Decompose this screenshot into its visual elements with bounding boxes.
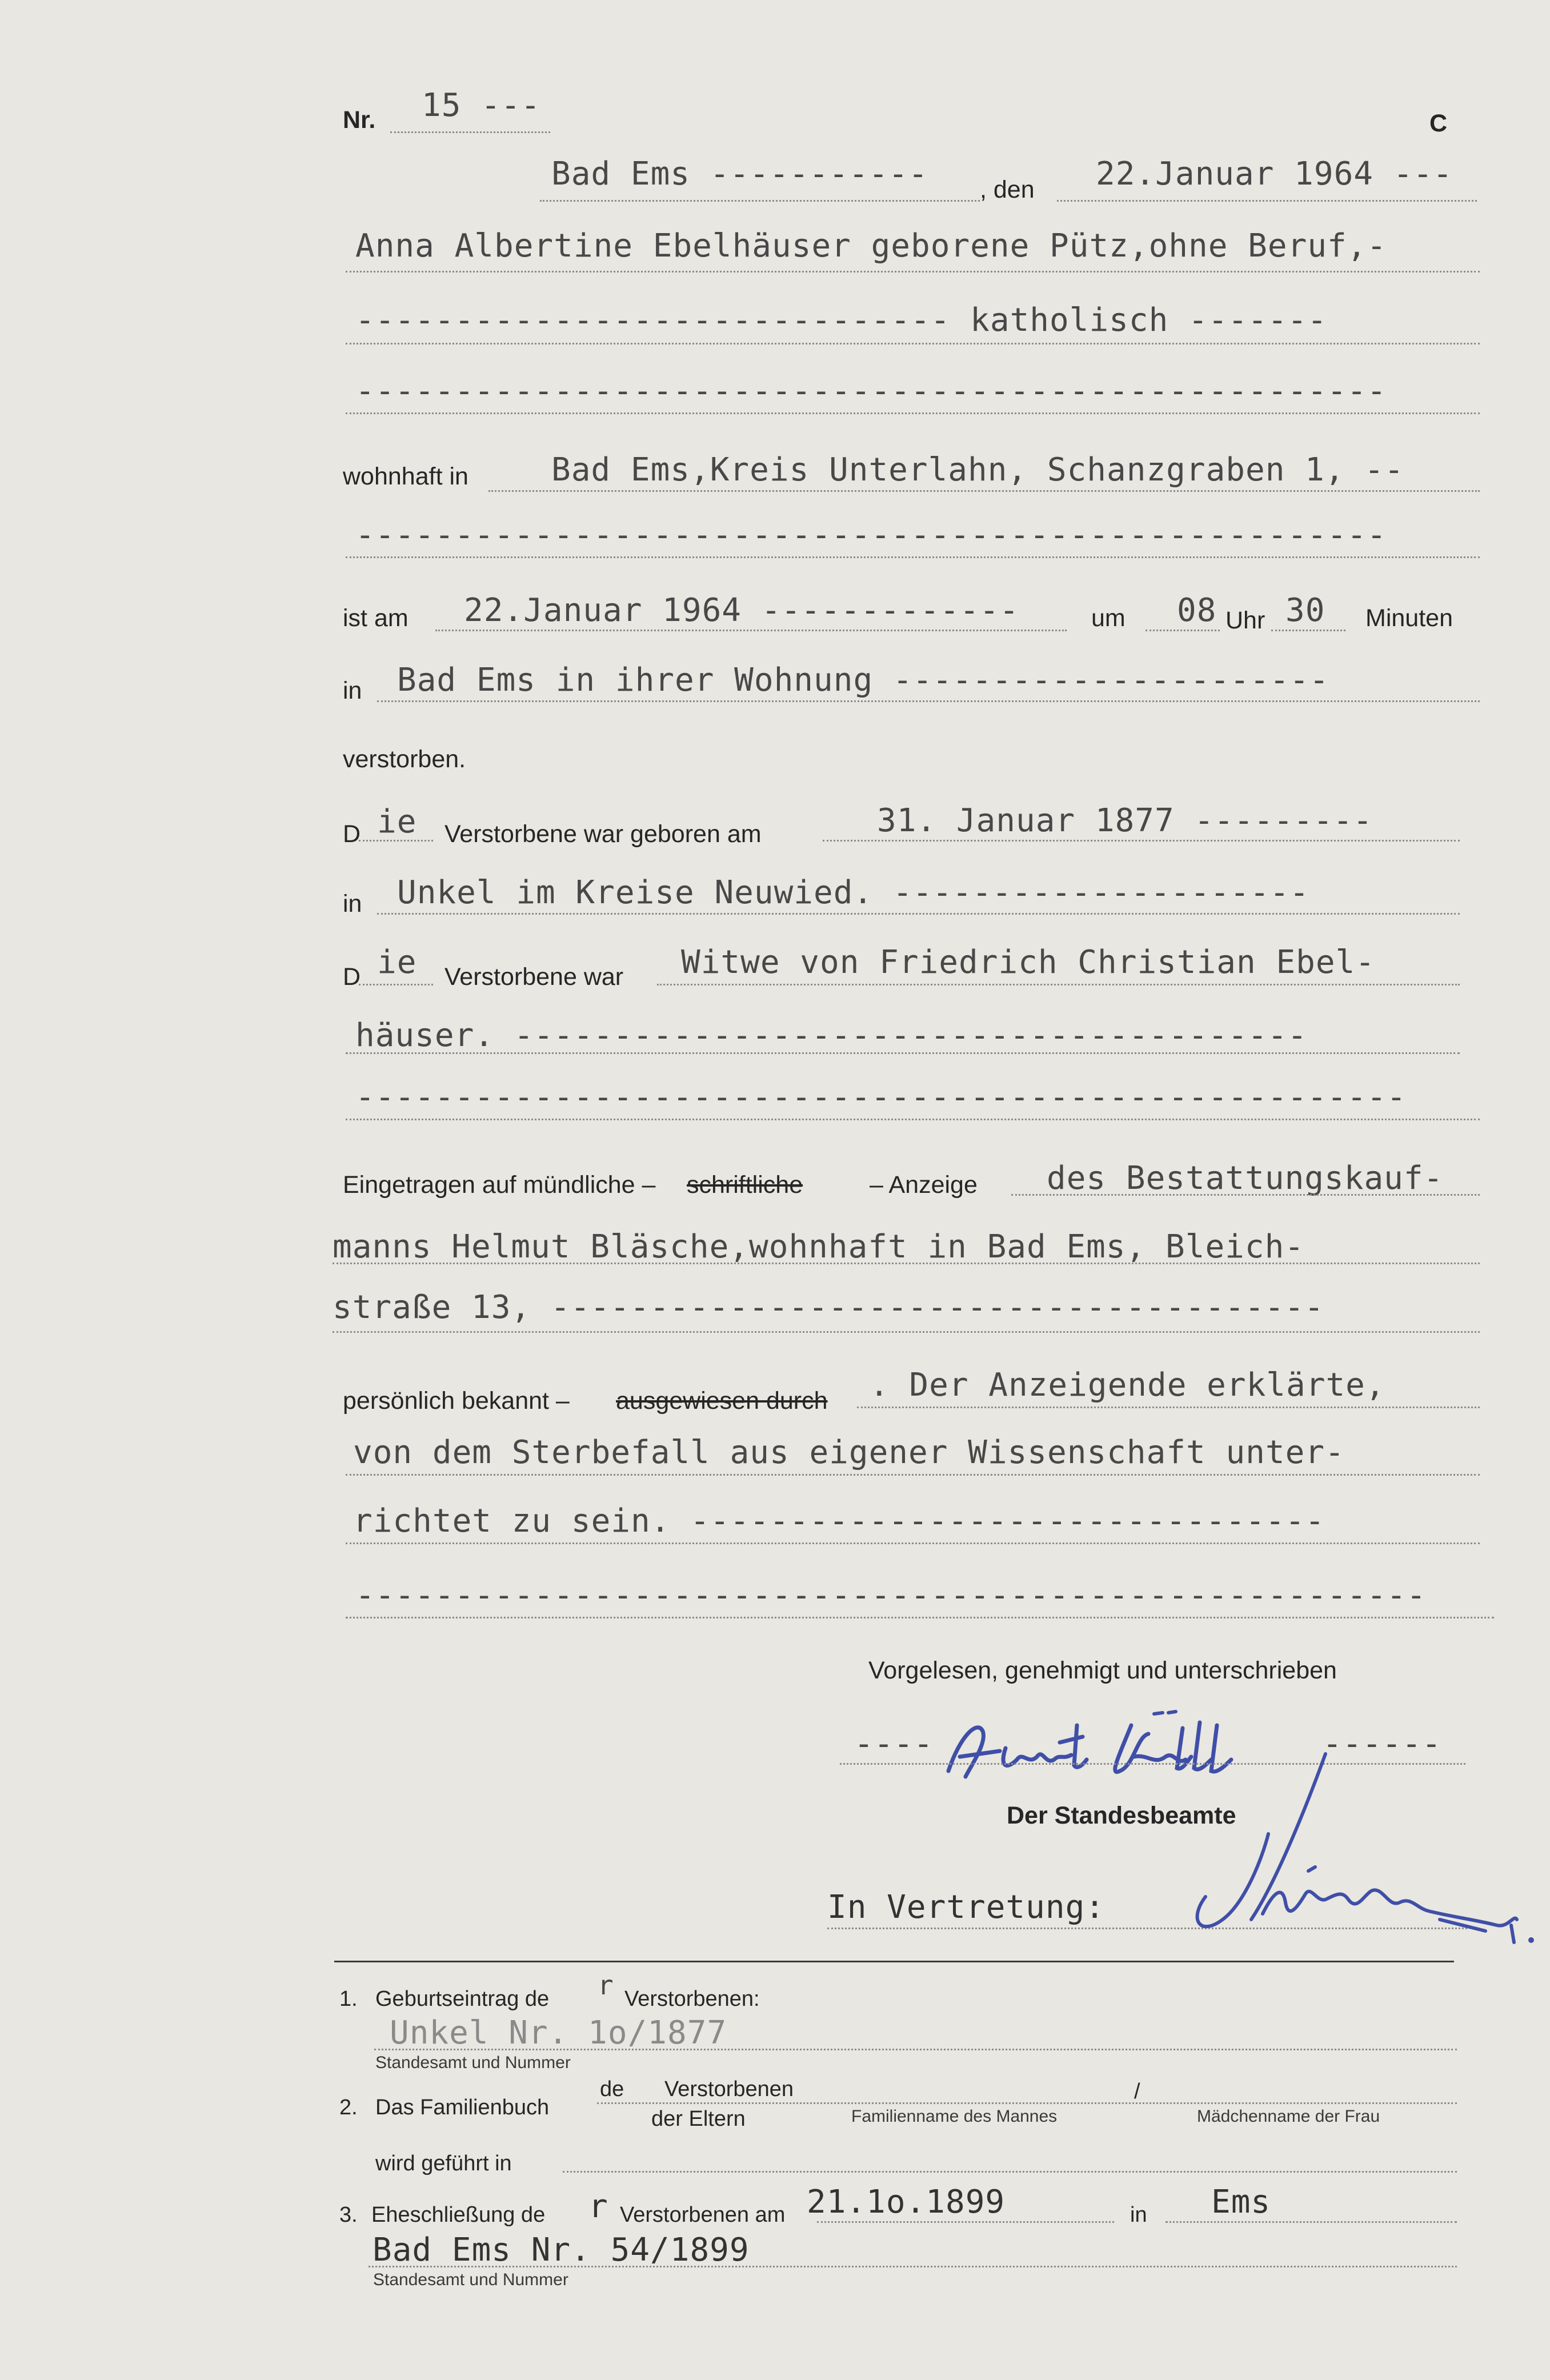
note-2-wird: wird geführt in — [375, 2151, 512, 2175]
dotline — [1057, 200, 1477, 202]
note-3-value: Bad Ems Nr. 54/1899 — [373, 2231, 750, 2269]
birth-date: 31. Januar 1877 --------- — [877, 802, 1373, 839]
in-label: in — [343, 677, 362, 704]
corner-letter: C — [1429, 110, 1448, 137]
note-2-husband-caption: Familienname des Mannes — [851, 2107, 1058, 2126]
ist-am-label: ist am — [343, 604, 408, 632]
note-1-caption: Standesamt und Nummer — [375, 2053, 571, 2072]
dotline — [817, 2221, 1114, 2223]
dotline — [359, 840, 433, 842]
informant-line-right: ------ — [1323, 1725, 1442, 1762]
note-3-label-b: Verstorbenen am — [620, 2203, 786, 2227]
vertretung-label: In Vertretung: — [827, 1889, 1106, 1926]
status-prefix: D — [343, 963, 361, 991]
deceased-name-line: Anna Albertine Ebelhäuser geborene Pütz,ohne Beruf,- — [355, 227, 1387, 265]
note-2-slash: / — [1134, 2080, 1140, 2103]
nr-dotline — [390, 131, 550, 133]
statement-1: . Der Anzeigende erklärte, — [870, 1367, 1385, 1404]
born-prefix: D — [343, 820, 361, 848]
dotline — [435, 630, 1067, 631]
death-hour: 08 — [1177, 592, 1217, 629]
religion-line: ------------------------------ katholisch ------- — [355, 302, 1328, 339]
dotline — [377, 700, 1480, 702]
informant-line-left: ---- — [854, 1725, 934, 1762]
note-2-wife-caption: Mädchenname der Frau — [1197, 2107, 1380, 2126]
note-3-in: in — [1130, 2203, 1147, 2227]
dotline — [597, 2102, 1457, 2104]
death-place: Bad Ems in ihrer Wohnung ---------------------- — [397, 662, 1329, 699]
dotline — [374, 2049, 1457, 2050]
dotline — [346, 1119, 1480, 1120]
note-2-de: de — [600, 2077, 624, 2101]
note-2-eltern: der Eltern — [651, 2107, 746, 2131]
dotline — [563, 2171, 1457, 2173]
dotline — [657, 984, 1460, 985]
note-3-caption: Standesamt und Nummer — [373, 2270, 568, 2289]
dotline — [346, 556, 1480, 558]
residence-value: Bad Ems,Kreis Unterlahn, Schanzgraben 1, -- — [551, 451, 1404, 488]
dotline — [1165, 2221, 1457, 2223]
status-suffix: ie — [377, 944, 417, 981]
wohnhaft-label: wohnhaft in — [343, 463, 468, 490]
schriftliche-strike: schriftliche — [687, 1171, 803, 1199]
den-label: , den — [980, 176, 1035, 203]
dotline — [333, 1331, 1480, 1333]
note-3-date: 21.1o.1899 — [807, 2183, 1006, 2221]
registry-date: 22.Januar 1964 --- — [1096, 155, 1453, 193]
dotline — [369, 2266, 1457, 2267]
note-1-label-b: Verstorbenen: — [624, 1987, 760, 2011]
marital-status-2: häuser. ---------------------------------------- — [355, 1017, 1308, 1054]
note-2-label: Das Familienbuch — [375, 2095, 550, 2119]
anzeige-label: – Anzeige — [870, 1171, 978, 1199]
dotline — [488, 490, 1480, 492]
registrar-label: Der Standesbeamte — [1007, 1802, 1236, 1829]
note-2-verstorbenen: Verstorbenen — [664, 2077, 794, 2101]
dash-line-3: ----------------------------------------------------- — [355, 1079, 1407, 1116]
dash-line-1: ---------------------------------------------------- — [355, 372, 1387, 410]
registrar-signature — [1165, 1748, 1543, 1954]
marital-status-1: Witwe von Friedrich Christian Ebel- — [681, 944, 1376, 981]
verstorben-label: verstorben. — [343, 746, 466, 773]
dotline — [540, 200, 980, 202]
dotline — [346, 1617, 1494, 1618]
born-label: Verstorbene war geboren am — [444, 820, 762, 848]
ausgewiesen-strike: ausgewiesen durch — [616, 1387, 828, 1415]
note-1-value: Unkel Nr. 1o/1877 — [390, 2014, 727, 2052]
dotline — [823, 840, 1460, 842]
dotline — [346, 1542, 1480, 1544]
dotline — [346, 343, 1480, 344]
birth-place: Unkel im Kreise Neuwied. --------------------- — [397, 874, 1309, 911]
dotline — [346, 271, 1480, 273]
uhr-label: Uhr — [1225, 607, 1265, 634]
born-in-label: in — [343, 890, 362, 917]
bekannt-label: persönlich bekannt – — [343, 1387, 570, 1415]
dotline — [1271, 630, 1345, 631]
dotline — [346, 1474, 1480, 1476]
dotline — [857, 1407, 1480, 1408]
death-minute: 30 — [1285, 592, 1325, 629]
dash-line-2: ---------------------------------------------------- — [355, 516, 1387, 554]
dotline — [346, 412, 1480, 414]
note-1-number: 1. — [339, 1987, 358, 2011]
registry-place: Bad Ems ----------- — [551, 155, 928, 193]
nr-label: Nr. — [343, 106, 376, 134]
status-label: Verstorbene war — [444, 963, 624, 991]
death-date: 22.Januar 1964 ------------- — [464, 592, 1020, 629]
dotline — [377, 913, 1460, 915]
note-1-label-sup: r — [598, 1970, 614, 2001]
vorgelesen-label: Vorgelesen, genehmigt und unterschrieben — [868, 1657, 1337, 1684]
note-3-label-sup: r — [588, 2188, 608, 2225]
dash-line-4: ------------------------------------------------------ — [355, 1577, 1427, 1614]
dotline — [1011, 1194, 1480, 1196]
informant-2: manns Helmut Bläsche,wohnhaft in Bad Ems, Bleich- — [333, 1228, 1305, 1265]
dotline — [1146, 630, 1220, 631]
nr-value: 15 --- — [422, 87, 541, 124]
note-3-label-a: Eheschließung de — [371, 2203, 546, 2227]
um-label: um — [1091, 604, 1126, 632]
statement-3: richtet zu sein. -------------------------------- — [353, 1502, 1325, 1540]
note-2-number: 2. — [339, 2095, 358, 2119]
born-suffix: ie — [377, 803, 417, 840]
note-1-label-a: Geburtseintrag de — [375, 1987, 550, 2011]
statement-2: von dem Sterbefall aus eigener Wissenschaft unter- — [353, 1434, 1345, 1471]
eingetragen-label: Eingetragen auf mündliche – — [343, 1171, 656, 1199]
informant-1: des Bestattungskauf- — [1047, 1160, 1444, 1197]
notes-separator — [334, 1961, 1454, 1962]
dotline — [333, 1263, 1480, 1264]
dotline — [359, 984, 433, 985]
note-3-number: 3. — [339, 2203, 358, 2227]
note-3-place: Ems — [1211, 2183, 1271, 2221]
informant-3: straße 13, --------------------------------------- — [333, 1289, 1324, 1326]
minuten-label: Minuten — [1365, 604, 1453, 632]
dotline — [346, 1052, 1460, 1054]
